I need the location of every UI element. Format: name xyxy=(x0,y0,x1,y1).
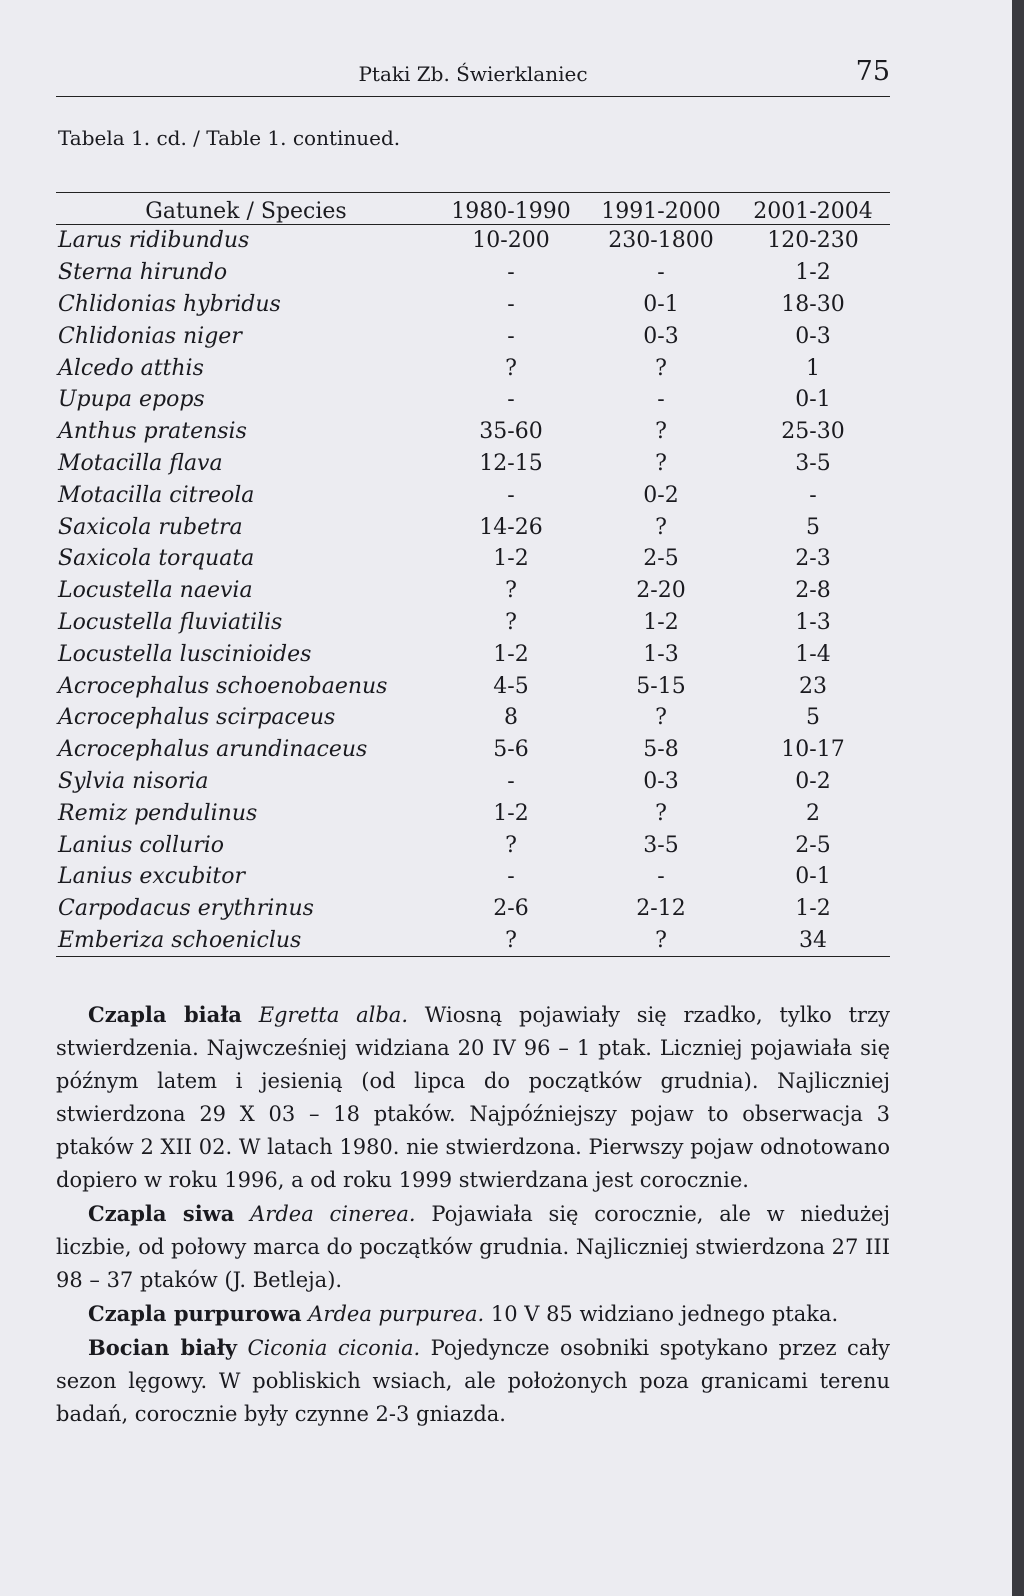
count-cell: 2-3 xyxy=(795,546,831,572)
species-name-cell: Acrocephalus scirpaceus xyxy=(58,705,336,731)
count-cell: ? xyxy=(505,927,517,953)
count-cell: ? xyxy=(655,514,667,540)
count-cell: 2-8 xyxy=(795,578,831,604)
species-latin-name: Egretta alba. xyxy=(258,1003,409,1027)
column-header-species: Gatunek / Species xyxy=(56,193,436,225)
table-row xyxy=(56,766,890,798)
count-cell: 4-5 xyxy=(493,673,529,699)
count-cell: - xyxy=(657,387,665,413)
count-cell: 2-5 xyxy=(643,546,679,572)
species-name-cell: Saxicola rubetra xyxy=(58,514,243,540)
count-cell: ? xyxy=(505,578,517,604)
column-header-1980-1990: 1980-1990 xyxy=(436,193,586,225)
species-name-cell: Emberiza schoeniclus xyxy=(58,927,302,953)
species-name-cell: Acrocephalus schoenobaenus xyxy=(58,673,388,699)
species-name-cell: Locustella fluviatilis xyxy=(58,609,283,635)
species-name-cell: Carpodacus erythrinus xyxy=(58,896,314,922)
count-cell: 2-12 xyxy=(636,896,686,922)
table-row xyxy=(56,638,890,670)
count-cell: 1-3 xyxy=(795,609,831,635)
table-caption: Tabela 1. cd. / Table 1. continued. xyxy=(58,126,401,150)
species-name-cell: Anthus pratensis xyxy=(58,419,247,445)
count-cell: ? xyxy=(655,419,667,445)
table-header-row xyxy=(56,193,890,225)
species-name-cell: Saxicola torquata xyxy=(58,546,255,572)
table-row xyxy=(56,734,890,766)
count-cell: 34 xyxy=(799,927,827,953)
count-cell: - xyxy=(809,482,817,508)
table-row xyxy=(56,829,890,861)
table-header xyxy=(56,193,890,225)
count-cell: 1-2 xyxy=(643,609,679,635)
count-cell: 8 xyxy=(504,705,518,731)
species-name-cell: Alcedo atthis xyxy=(58,355,204,381)
species-name-cell: Acrocephalus arundinaceus xyxy=(58,737,368,763)
species-paragraph xyxy=(56,998,890,1197)
species-description: 10 V 85 widziano jednego ptaka. xyxy=(484,1302,839,1326)
species-name-cell: Upupa epops xyxy=(58,387,205,413)
count-cell: 0-3 xyxy=(643,768,679,794)
count-cell: - xyxy=(507,291,515,317)
species-name-cell: Sterna hirundo xyxy=(58,260,228,286)
count-cell: ? xyxy=(505,832,517,858)
count-cell: - xyxy=(507,864,515,890)
count-cell: 1-2 xyxy=(493,546,529,572)
count-cell: 0-2 xyxy=(643,482,679,508)
column-header-1991-2000: 1991-2000 xyxy=(586,193,736,225)
count-cell: 0-3 xyxy=(643,323,679,349)
table-row xyxy=(56,670,890,702)
count-cell: 10-17 xyxy=(781,737,845,763)
count-cell: - xyxy=(507,768,515,794)
table-row xyxy=(56,702,890,734)
count-cell: 1-2 xyxy=(493,641,529,667)
species-paragraph xyxy=(56,1197,890,1297)
count-cell: - xyxy=(507,323,515,349)
count-cell: 0-1 xyxy=(795,387,831,413)
species-name-cell: Lanius excubitor xyxy=(58,864,246,890)
species-name-cell: Chlidonias hybridus xyxy=(58,291,281,317)
count-cell: ? xyxy=(655,450,667,476)
count-cell: 0-2 xyxy=(795,768,831,794)
count-cell: 35-60 xyxy=(479,419,543,445)
page-header xyxy=(56,56,890,97)
count-cell: 2-5 xyxy=(795,832,831,858)
count-cell: 2 xyxy=(806,800,820,826)
table-row xyxy=(56,575,890,607)
table-row xyxy=(56,289,890,321)
species-name-cell: Sylvia nisoria xyxy=(58,768,209,794)
table-row xyxy=(56,797,890,829)
species-description: Wiosną pojawiały się rzadko, tylko trzy stwierdzenia. Najwcześniej widziana 20 IV 96 – 1 ptak. Liczniej pojawiała się późnym latem i jesienią (od lipca do początków grudnia). Najliczniej stwierdzona 29 X 03 – 18 ptaków. Najpóźniejszy pojaw to obserwacja 3 ptaków 2 XII 02. W latach 1980. nie stwierdzona. Pierwszy pojaw odnotowano dopiero w roku 1996, a od roku 1999 stwierdzana jest corocznie. xyxy=(56,1003,890,1192)
count-cell: 0-1 xyxy=(643,291,679,317)
count-cell: 5-15 xyxy=(636,673,686,699)
running-head: Ptaki Zb. Świerklaniec xyxy=(358,62,588,86)
count-cell: - xyxy=(657,260,665,286)
count-cell: 120-230 xyxy=(767,228,859,254)
table-row xyxy=(56,893,890,925)
species-description: Pojedyncze osobniki spotykano przez cały sezon lęgowy. W pobliskich wsiach, ale położonych poza granicami terenu badań, corocznie były czynne 2-3 gniazda. xyxy=(56,1336,890,1426)
species-table xyxy=(56,192,890,957)
species-paragraph xyxy=(56,1331,890,1431)
table-row xyxy=(56,607,890,639)
table-row xyxy=(56,416,890,448)
count-cell: 23 xyxy=(799,673,827,699)
count-cell: - xyxy=(507,482,515,508)
table-body xyxy=(56,225,890,957)
table-row xyxy=(56,384,890,416)
species-name-cell: Motacilla flava xyxy=(58,450,223,476)
column-header-2001-2004: 2001-2004 xyxy=(736,193,890,225)
species-name-cell: Locustella luscinioides xyxy=(58,641,312,667)
count-cell: ? xyxy=(655,705,667,731)
count-cell: 5-6 xyxy=(493,737,529,763)
species-latin-name: Ardea purpurea. xyxy=(308,1302,485,1326)
count-cell: 2-6 xyxy=(493,896,529,922)
count-cell: 5 xyxy=(806,705,820,731)
count-cell: ? xyxy=(655,800,667,826)
count-cell: 0-1 xyxy=(795,864,831,890)
table-row xyxy=(56,352,890,384)
species-common-name: Czapla biała xyxy=(88,1002,242,1027)
species-name-cell: Chlidonias niger xyxy=(58,323,242,349)
table-row xyxy=(56,479,890,511)
count-cell: ? xyxy=(655,927,667,953)
count-cell: - xyxy=(507,260,515,286)
table-row xyxy=(56,511,890,543)
table-row xyxy=(56,320,890,352)
count-cell: 1 xyxy=(806,355,820,381)
count-cell: 2-20 xyxy=(636,578,686,604)
count-cell: 1-3 xyxy=(643,641,679,667)
count-cell: 1-2 xyxy=(795,260,831,286)
count-cell: 5-8 xyxy=(643,737,679,763)
species-common-name: Czapla siwa xyxy=(88,1201,235,1226)
count-cell: 25-30 xyxy=(781,419,845,445)
count-cell: 3-5 xyxy=(643,832,679,858)
species-name-cell: Larus ridibundus xyxy=(58,228,250,254)
count-cell: 5 xyxy=(806,514,820,540)
count-cell: 1-2 xyxy=(493,800,529,826)
count-cell: 18-30 xyxy=(781,291,845,317)
table-row xyxy=(56,257,890,289)
table-row xyxy=(56,925,890,957)
count-cell: - xyxy=(657,864,665,890)
page-number: 75 xyxy=(855,56,890,87)
species-name-cell: Lanius collurio xyxy=(58,832,224,858)
body-text xyxy=(56,998,890,1431)
count-cell: - xyxy=(507,387,515,413)
species-latin-name: Ciconia ciconia. xyxy=(247,1336,421,1360)
count-cell: ? xyxy=(655,355,667,381)
count-cell: 230-1800 xyxy=(608,228,714,254)
count-cell: ? xyxy=(505,609,517,635)
species-paragraph xyxy=(56,1297,890,1331)
count-cell: 1-2 xyxy=(795,896,831,922)
species-latin-name: Ardea cinerea. xyxy=(250,1202,416,1226)
count-cell: 0-3 xyxy=(795,323,831,349)
table-row xyxy=(56,225,890,257)
species-common-name: Czapla purpurowa xyxy=(88,1301,302,1326)
species-name-cell: Remiz pendulinus xyxy=(58,800,258,826)
count-cell: 1-4 xyxy=(795,641,831,667)
count-cell: 14-26 xyxy=(479,514,543,540)
species-description: Pojawiała się corocznie, ale w niedużej liczbie, od połowy marca do początków grudnia. Najliczniej stwierdzona 27 III 98 – 37 ptaków (J. Betleja). xyxy=(56,1202,890,1292)
count-cell: 12-15 xyxy=(479,450,543,476)
table-row xyxy=(56,448,890,480)
count-cell: 3-5 xyxy=(795,450,831,476)
species-name-cell: Locustella naevia xyxy=(58,578,253,604)
species-name-cell: Motacilla citreola xyxy=(58,482,255,508)
species-common-name: Bocian biały xyxy=(88,1335,238,1360)
count-cell: ? xyxy=(505,355,517,381)
table-row xyxy=(56,543,890,575)
count-cell: 10-200 xyxy=(472,228,550,254)
table-row xyxy=(56,861,890,893)
